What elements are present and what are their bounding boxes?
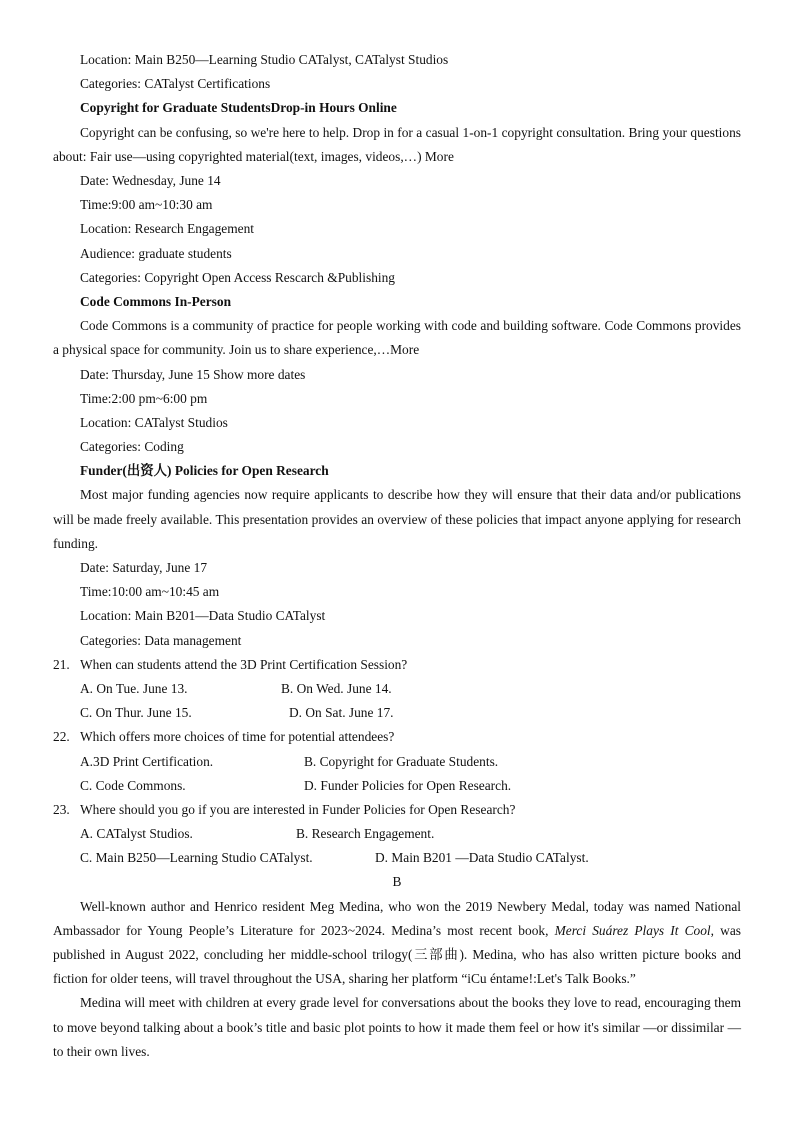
- question-number: 21.: [53, 656, 70, 672]
- option-b: B. On Wed. June 14.: [281, 680, 392, 696]
- event-title: Code Commons In-Person: [80, 293, 232, 309]
- option-d: D. Main B201 —Data Studio CATalyst.: [375, 850, 589, 866]
- event-date: Date: Thursday, June 15 Show more dates: [80, 366, 306, 382]
- question-number: 22.: [53, 729, 70, 745]
- event-title: Funder(出资人) Policies for Open Research: [80, 463, 329, 479]
- options-row: [53, 701, 741, 725]
- event-date: Date: Wednesday, June 14: [80, 172, 221, 188]
- event-location: Location: Main B250—Learning Studio CATalyst, CATalyst Studios: [80, 52, 449, 67]
- question-text: Which offers more choices of time for potential attendees?: [80, 729, 395, 745]
- question: [53, 725, 741, 749]
- event-title: Copyright for Graduate StudentsDrop-in Hours Online: [80, 100, 397, 116]
- event-time: Time:2:00 pm~6:00 pm: [80, 390, 208, 406]
- question-text: When can students attend the 3D Print Certification Session?: [80, 656, 408, 672]
- event-audience: Audience: graduate students: [80, 245, 232, 261]
- paragraph-text: , was published in August 2022, concluding her middle-school trilogy(三部曲). Medina, who has also written picture books and fiction for older teens, will travel throughout the USA, sharing her platform “iCu éntame!:Let's Talk Books.”: [53, 922, 741, 987]
- option-c: C. Code Commons.: [80, 777, 186, 793]
- event-time: Time:9:00 am~10:30 am: [80, 197, 213, 213]
- option-a: A. CATalyst Studios.: [80, 826, 193, 842]
- option-d: D. Funder Policies for Open Research.: [304, 777, 512, 793]
- book-title: Merci Suárez Plays It Cool: [554, 922, 711, 938]
- options-row: [53, 774, 741, 798]
- article-paragraph: [53, 895, 741, 992]
- event-categories: Categories: Copyright Open Access Rescarch &Publishing: [80, 269, 395, 285]
- option-c: C. On Thur. June 15.: [80, 705, 192, 721]
- options-row: [53, 822, 741, 846]
- options-row: [53, 750, 741, 774]
- options-row: [53, 846, 741, 870]
- event-categories: Categories: Data management: [80, 632, 242, 648]
- event-location: Location: Main B201—Data Studio CATalyst: [80, 608, 326, 624]
- event-time: Time:10:00 am~10:45 am: [80, 584, 220, 600]
- event-location: Location: CATalyst Studios: [80, 414, 228, 430]
- article-paragraph: Medina will meet with children at every grade level for conversations about the books they love to read, encouraging them to move beyond talking about a book’s title and basic plot points to how it made them feel or how it's similar —or dissimilar —to their own lives.: [53, 995, 741, 1059]
- option-d: D. On Sat. June 17.: [289, 705, 394, 721]
- option-c: C. Main B250—Learning Studio CATalyst.: [80, 850, 313, 866]
- question-number: 23.: [53, 801, 70, 817]
- event-location: Location: Research Engagement: [80, 221, 255, 237]
- option-b: B. Copyright for Graduate Students.: [304, 753, 499, 769]
- paragraph-text: Well-known author and Henrico resident Meg Medina, who won the 2019 Newbery Medal, today was named National Ambassador for Young People’s Literature for 2023~2024. Medina’s most recent book,: [53, 898, 741, 938]
- event-description: Code Commons is a community of practice for people working with code and building software. Code Commons provides a physical space for community. Join us to share experience,…More: [53, 318, 741, 358]
- event-categories: Categories: Coding: [80, 439, 184, 455]
- event-date: Date: Saturday, June 17: [80, 560, 208, 576]
- option-b: B. Research Engagement.: [296, 826, 435, 842]
- option-a: A.3D Print Certification.: [80, 753, 214, 769]
- question: [53, 798, 741, 822]
- event-description: Most major funding agencies now require applicants to describe how they will ensure that their data and/or publications will be made freely available. This presentation provides an overview of these policies that impact anyone applying for research funding.: [53, 487, 741, 551]
- options-row: [53, 677, 741, 701]
- section-label: B: [392, 874, 402, 890]
- question-text: Where should you go if you are interested in Funder Policies for Open Research?: [80, 801, 516, 817]
- event-description: Copyright can be confusing, so we're here to help. Drop in for a casual 1-on-1 copyright consultation. Bring your questions about: Fair use—using copyrighted material(text, images, videos,…) More: [53, 124, 741, 164]
- option-a: A. On Tue. June 13.: [80, 680, 188, 696]
- question: [53, 653, 741, 677]
- document-page: [53, 48, 741, 1064]
- event-categories: Categories: CATalyst Certifications: [80, 76, 271, 92]
